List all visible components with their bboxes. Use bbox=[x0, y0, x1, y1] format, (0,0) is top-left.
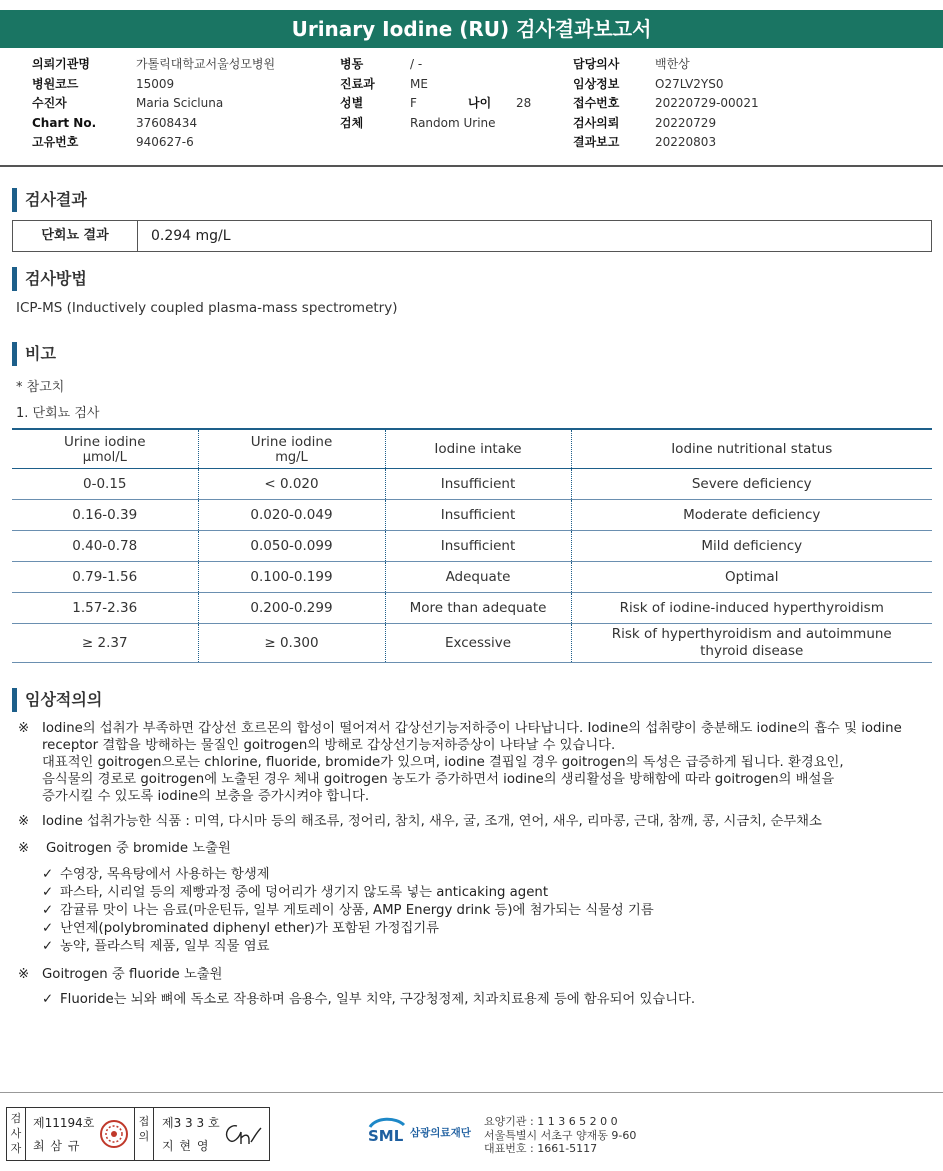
table-cell: 0.020-0.049 bbox=[198, 500, 385, 531]
check-icon: ✓ bbox=[42, 921, 54, 936]
fluoride-list bbox=[42, 991, 933, 1009]
department: ME bbox=[410, 76, 428, 91]
result-label: 단회뇨 결과 bbox=[13, 221, 138, 251]
table-cell: 0.79-1.56 bbox=[12, 562, 198, 593]
bromide-list bbox=[42, 866, 933, 956]
list-item bbox=[42, 938, 933, 956]
header-line: mg/L bbox=[275, 449, 308, 465]
header-line: μmol/L bbox=[82, 449, 127, 465]
field-label: 수진자 bbox=[32, 96, 67, 110]
table-cell: Risk of iodine-induced hyperthyroidism bbox=[571, 593, 932, 624]
text-line: 증가시킬 수 있도록 iodine의 보충을 증가시켜야 합니다. bbox=[42, 789, 370, 804]
tester-vertical-label bbox=[7, 1108, 26, 1160]
list-item bbox=[42, 884, 933, 902]
signature-icon bbox=[221, 1118, 263, 1150]
text-line: Iodine 섭취가능한 식품 : 미역, 다시마 등의 해조류, 정어리, 참치, 새우, 굴, 조개, 연어, 새우, 리마콩, 근대, 참깨, 콩, 시금치, 순무채소 bbox=[42, 814, 822, 829]
report-footer bbox=[0, 1092, 943, 1171]
field-label: 결과보고 bbox=[573, 135, 620, 149]
header-col-3 bbox=[573, 55, 873, 153]
check-icon: ✓ bbox=[42, 867, 54, 882]
list-item bbox=[42, 866, 933, 884]
header-line: Urine iodine bbox=[250, 433, 333, 450]
list-item-text: 파스타, 시리얼 등의 제빵과정 중에 덩어리가 생기지 않도록 넣는 anticaking agent bbox=[60, 885, 549, 900]
table-cell: ≥ 2.37 bbox=[12, 624, 198, 663]
sex: F bbox=[410, 96, 417, 110]
check-icon: ✓ bbox=[42, 939, 54, 954]
fluoride-title: Goitrogen 중 fluoride 노출원 bbox=[42, 967, 223, 982]
header-line: Iodine intake bbox=[434, 441, 522, 457]
tester-label: 검사자 bbox=[10, 1112, 22, 1155]
table-body bbox=[12, 469, 932, 663]
header-col-2 bbox=[340, 55, 560, 133]
clinical-paragraph-1 bbox=[18, 720, 933, 805]
list-item-text: 수영장, 목욕탕에서 사용하는 항생제 bbox=[60, 867, 270, 882]
table-cell: Insufficient bbox=[385, 531, 571, 562]
clinical-info: O27LV2YS0 bbox=[655, 76, 724, 91]
specimen: Random Urine bbox=[410, 115, 496, 130]
section-remarks-title: 비고 bbox=[12, 342, 56, 366]
reception-no: 20220729-00021 bbox=[655, 96, 759, 110]
header-line: Urine iodine bbox=[63, 433, 146, 450]
hospital-code: 15009 bbox=[136, 76, 175, 91]
table-cell: Moderate deficiency bbox=[571, 500, 932, 531]
header-line: Iodine nutritional status bbox=[671, 441, 833, 457]
column-header bbox=[12, 429, 198, 469]
table-cell: Adequate bbox=[385, 562, 571, 593]
seal-icon bbox=[99, 1119, 129, 1149]
list-item bbox=[42, 920, 933, 938]
bromide-title: Goitrogen 중 bromide 노출원 bbox=[46, 841, 231, 856]
field-label: 검체 bbox=[340, 115, 364, 130]
table-cell: 0.40-0.78 bbox=[12, 531, 198, 562]
doctor: 백한상 bbox=[655, 57, 690, 71]
header-col-1 bbox=[32, 55, 292, 153]
lab-address bbox=[484, 1115, 636, 1156]
tester-license: 제11194호 bbox=[33, 1116, 95, 1130]
address-line: 서울특별시 서초구 양재동 9-60 bbox=[484, 1128, 637, 1142]
table-cell: ≥ 0.300 bbox=[198, 624, 385, 663]
table-cell: Severe deficiency bbox=[571, 469, 932, 500]
reference-mark: ※ bbox=[18, 841, 30, 856]
check-icon: ✓ bbox=[42, 992, 54, 1007]
logo-org: 삼광의료재단 bbox=[410, 1127, 471, 1139]
table-cell: 0.050-0.099 bbox=[198, 531, 385, 562]
table-row bbox=[12, 531, 932, 562]
list-item-text: 감귤류 맛이 나는 음료(마운틴듀, 일부 게토레이 상품, AMP Energy drink 등)에 첨가되는 식물성 기름 bbox=[60, 903, 654, 918]
clinical-paragraph-4 bbox=[18, 966, 933, 1009]
field-label: 성별 bbox=[340, 96, 364, 110]
clinical-significance bbox=[18, 720, 933, 1017]
table-cell: Insufficient bbox=[385, 500, 571, 531]
check-icon: ✓ bbox=[42, 903, 54, 918]
table-cell: Risk of hyperthyroidism and autoimmune thyroid disease bbox=[571, 624, 932, 663]
check-icon: ✓ bbox=[42, 885, 54, 900]
list-item-text: Fluoride는 뇌와 뼈에 독소로 작용하며 음용수, 일부 치약, 구강청정제, 치과치료용제 등에 함유되어 있습니다. bbox=[60, 992, 696, 1007]
ward: / - bbox=[410, 57, 423, 71]
reference-note: * 참고치 bbox=[16, 380, 65, 395]
table-cell: More than adequate bbox=[385, 593, 571, 624]
reference-mark: ※ bbox=[18, 814, 30, 829]
chart-no: 37608434 bbox=[136, 115, 198, 130]
list-item-text: 난연제(polybrominated diphenyl ether)가 포함된 가정집기류 bbox=[60, 921, 440, 936]
table-cell: < 0.020 bbox=[198, 469, 385, 500]
tester-name: 최 삼 규 bbox=[33, 1139, 81, 1153]
reference-table bbox=[12, 428, 932, 663]
table-row bbox=[12, 500, 932, 531]
field-label: Chart No. bbox=[32, 115, 97, 130]
result-value: 0.294 mg/L bbox=[151, 228, 231, 244]
text-line: receptor 결합을 방해하는 물질인 goitrogen의 방해로 갑상선기능저하증상이 나타날 수 있습니다. bbox=[42, 738, 616, 753]
reviewer-license: 제3 3 3 호 bbox=[162, 1116, 220, 1130]
age: 28 bbox=[516, 96, 532, 110]
clinical-paragraph-2 bbox=[18, 813, 933, 830]
table-cell: Excessive bbox=[385, 624, 571, 663]
section-result-title: 검사결과 bbox=[12, 188, 87, 212]
reviewer-label: 접의 bbox=[138, 1115, 150, 1143]
list-item-text: 농약, 플라스틱 제품, 일부 직물 염료 bbox=[60, 939, 270, 954]
text-line: 대표적인 goitrogen으로는 chlorine, fluoride, bromide가 있으며, iodine 결핍일 경우 goitrogen의 독성은 급증하게 됩니다. 환경요인, bbox=[42, 755, 844, 770]
report-date: 20220803 bbox=[655, 135, 717, 149]
method-text: ICP-MS (Inductively coupled plasma-mass spectrometry) bbox=[16, 300, 398, 316]
table-cell: 0.16-0.39 bbox=[12, 500, 198, 531]
sml-logo bbox=[366, 1115, 471, 1147]
table-row bbox=[12, 624, 932, 663]
field-label: 접수번호 bbox=[573, 96, 620, 110]
table-cell: Insufficient bbox=[385, 469, 571, 500]
table-cell: 0.200-0.299 bbox=[198, 593, 385, 624]
section-clinical-title: 임상적의의 bbox=[12, 688, 102, 712]
table-header-row bbox=[12, 429, 932, 469]
list-item bbox=[42, 991, 933, 1009]
clinical-paragraph-3 bbox=[18, 840, 933, 956]
reviewer-name: 지 현 영 bbox=[162, 1139, 210, 1153]
reference-subtitle: 1. 단회뇨 검사 bbox=[16, 406, 100, 421]
text-line: 음식물의 경로로 goitrogen에 노출된 경우 체내 goitrogen 농도가 증가하면서 iodine의 생리활성을 방해함에 따라 goitrogen의 배설을 bbox=[42, 772, 835, 787]
reference-mark: ※ bbox=[18, 721, 30, 736]
table-cell: 0.100-0.199 bbox=[198, 562, 385, 593]
field-label: 병원코드 bbox=[32, 76, 79, 91]
field-label: 검사의뢰 bbox=[573, 115, 620, 130]
field-label: 임상정보 bbox=[573, 76, 620, 91]
logo-text: SML bbox=[368, 1127, 404, 1143]
reference-mark: ※ bbox=[18, 967, 30, 982]
patient-header bbox=[0, 55, 943, 167]
column-header bbox=[571, 429, 932, 469]
column-header bbox=[198, 429, 385, 469]
unique-id: 940627-6 bbox=[136, 135, 194, 149]
field-label: 병동 bbox=[340, 57, 364, 71]
table-cell: 1.57-2.36 bbox=[12, 593, 198, 624]
field-label: 고유번호 bbox=[32, 135, 79, 149]
request-date: 20220729 bbox=[655, 115, 717, 130]
field-label: 담당의사 bbox=[573, 57, 620, 71]
list-item bbox=[42, 902, 933, 920]
patient-name: Maria Scicluna bbox=[136, 96, 224, 110]
section-method-title: 검사방법 bbox=[12, 267, 87, 291]
table-cell: 0-0.15 bbox=[12, 469, 198, 500]
phone-line: 대표번호 : 1661-5117 bbox=[484, 1142, 598, 1155]
text-line: Iodine의 섭취가 부족하면 갑상선 호르몬의 합성이 떨어져서 갑상선기능저하증이 나타납니다. Iodine의 섭취량이 충분해도 iodine의 흡수 및 iodine bbox=[42, 721, 902, 736]
table-row bbox=[12, 562, 932, 593]
table-cell: Optimal bbox=[571, 562, 932, 593]
table-cell: Mild deficiency bbox=[571, 531, 932, 562]
sml-logo-mark-icon bbox=[366, 1115, 408, 1143]
column-header bbox=[385, 429, 571, 469]
report-title: Urinary Iodine (RU) 검사결과보고서 bbox=[0, 10, 943, 48]
field-label: 의뢰기관명 bbox=[32, 57, 90, 71]
table-row bbox=[12, 593, 932, 624]
age-label: 나이 bbox=[468, 96, 492, 110]
reviewer-vertical-label bbox=[134, 1108, 154, 1160]
result-box bbox=[12, 220, 932, 252]
table-row bbox=[12, 469, 932, 500]
institution-code: 요양기관 : 1 1 3 6 5 2 0 0 bbox=[484, 1115, 618, 1128]
field-label: 진료과 bbox=[340, 76, 375, 91]
hospital-name: 가톨릭대학교서울성모병원 bbox=[136, 57, 276, 71]
signature-box bbox=[6, 1107, 270, 1161]
